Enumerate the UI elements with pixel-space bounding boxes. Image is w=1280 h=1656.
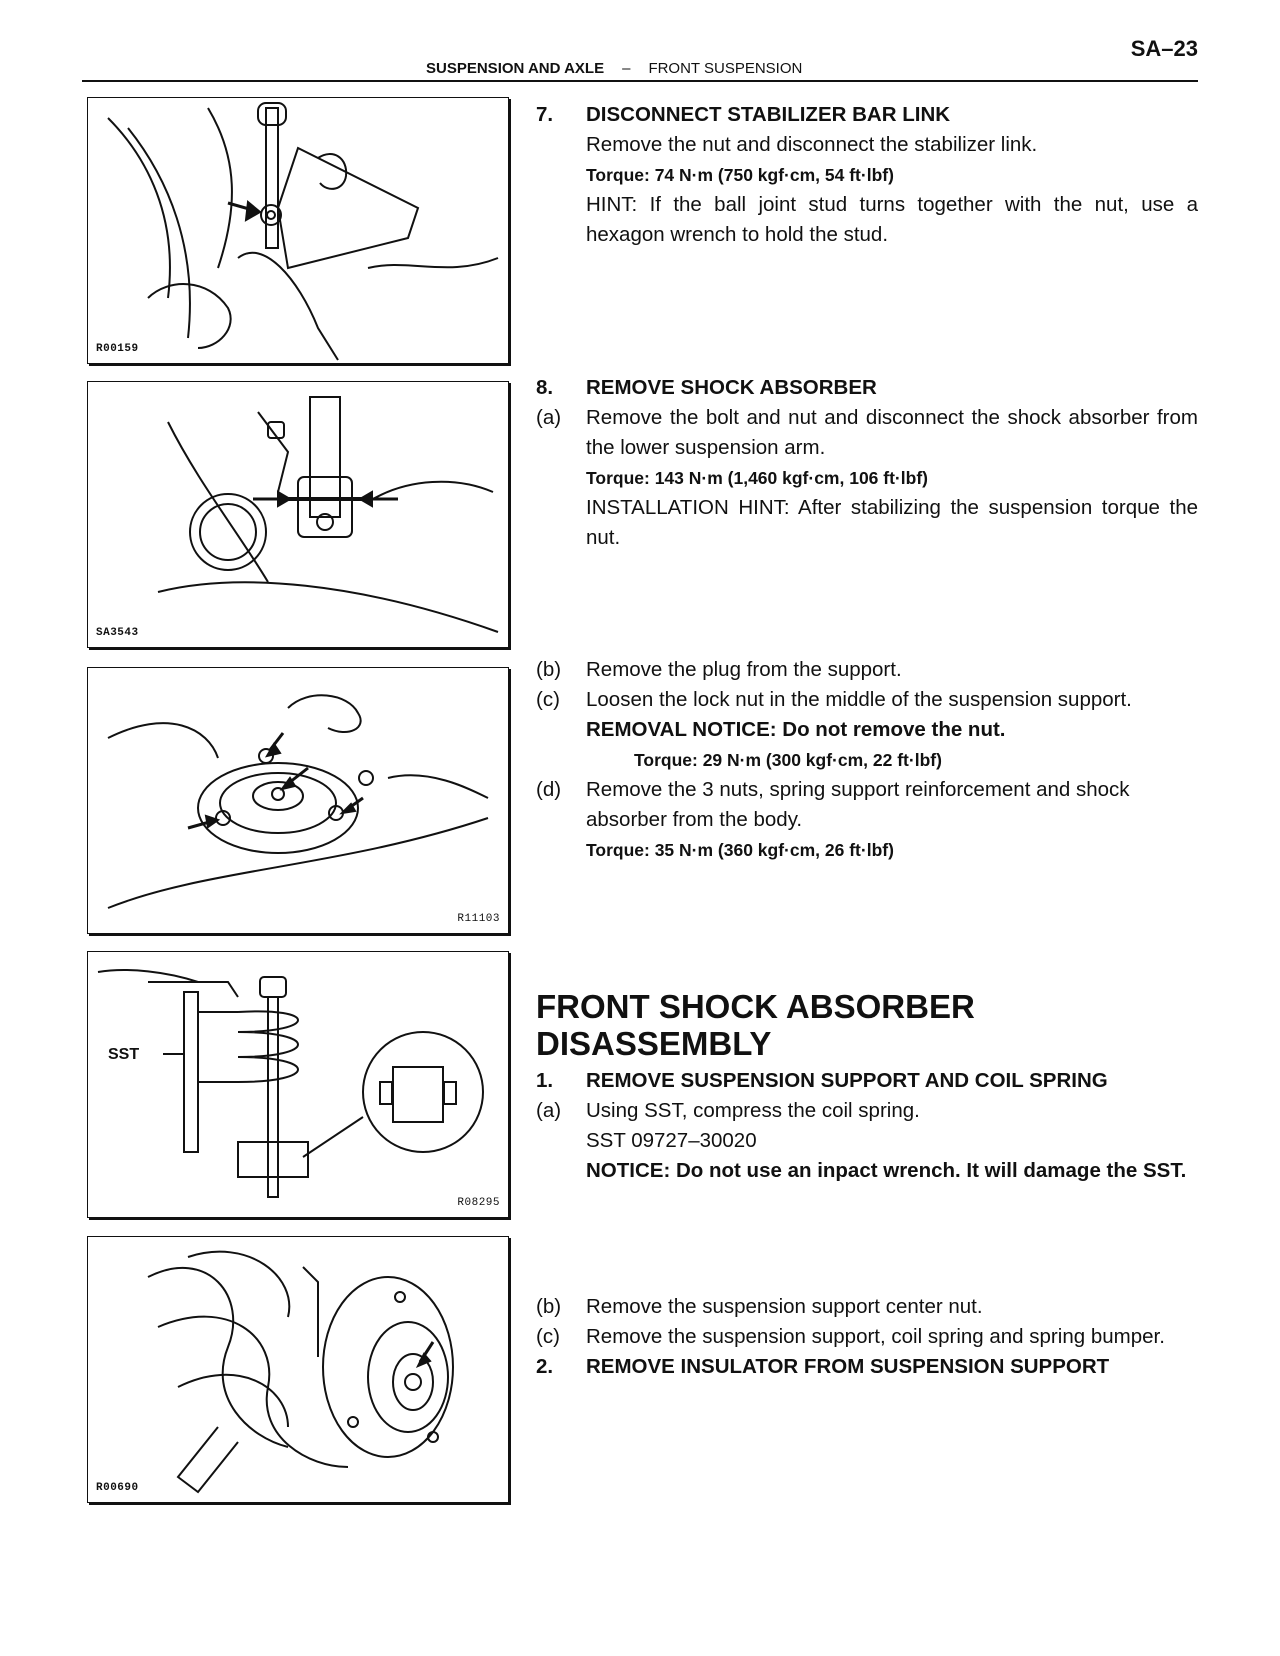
step-title: DISCONNECT STABILIZER BAR LINK [586, 103, 951, 126]
running-header [426, 60, 802, 77]
substep-text: Remove the suspension support center nut. [586, 1295, 983, 1318]
header-separator: – [622, 60, 631, 77]
torque-spec: Torque: 29 N·m (300 kgf·cm, 22 ft·lbf) [634, 750, 942, 770]
figure-shock-absorber [87, 381, 509, 648]
step-number: 8. [536, 376, 554, 399]
hint-text: HINT: If the ball joint stud turns together with the nut, use a hexagon wrench to hold the stud. [586, 193, 1198, 246]
substep-label: (c) [536, 688, 560, 711]
substep-label: (a) [536, 1099, 562, 1122]
page-number: SA–23 [1130, 36, 1198, 61]
disassembly-section [536, 988, 1198, 1186]
substep-label: (b) [536, 1295, 562, 1318]
arrow-icon [246, 202, 260, 220]
substep-text: Remove the 3 nuts, spring support reinforcement and shock absorber from the body. [586, 778, 1130, 831]
figure-spring-compressor [87, 951, 509, 1218]
figure-coil-spring [87, 1236, 509, 1503]
section-heading: DISASSEMBLY [536, 1025, 772, 1062]
step-title: REMOVE INSULATOR FROM SUSPENSION SUPPORT [586, 1355, 1110, 1378]
substep-text: Remove the suspension support, coil spring and spring bumper. [586, 1325, 1165, 1348]
figure-stabilizer-link [87, 97, 509, 364]
arrow-icon [360, 492, 372, 506]
section-heading: FRONT SHOCK ABSORBER [536, 988, 975, 1025]
torque-spec: Torque: 35 N·m (360 kgf·cm, 26 ft·lbf) [586, 840, 894, 860]
step-title: REMOVE SHOCK ABSORBER [586, 376, 877, 399]
substep-text: Remove the plug from the support. [586, 658, 902, 681]
figure-code: SA3543 [96, 627, 139, 639]
substep-label: (c) [536, 1325, 560, 1348]
notice-text: NOTICE: Do not use an inpact wrench. It will damage the SST. [586, 1159, 1187, 1182]
step-title: REMOVE SUSPENSION SUPPORT AND COIL SPRING [586, 1069, 1108, 1092]
coil-spring-illustration [88, 1237, 508, 1502]
shock-absorber-illustration [88, 382, 508, 647]
suspension-support-illustration [88, 668, 508, 933]
figure-code: R08295 [457, 1197, 500, 1209]
substep-label: (b) [536, 658, 562, 681]
removal-notice: REMOVAL NOTICE: Do not remove the nut. [586, 718, 1006, 741]
step-number: 2. [536, 1355, 554, 1378]
figure-code: R00159 [96, 343, 139, 355]
step-text: Remove the nut and disconnect the stabilizer link. [586, 133, 1038, 156]
sst-label: SST [108, 1046, 140, 1063]
figure-suspension-support [87, 667, 509, 934]
disassembly-continued [536, 1292, 1198, 1382]
subsection-title: FRONT SUSPENSION [648, 60, 803, 77]
step-8 [536, 373, 1198, 553]
substep-label: (a) [536, 406, 562, 429]
step-number: 1. [536, 1069, 554, 1092]
header-rule [82, 80, 1198, 82]
substep-text: Remove the bolt and nut and disconnect the shock absorber from the lower suspension arm. [586, 406, 1198, 459]
step-number: 7. [536, 103, 554, 126]
figure-code: R00690 [96, 1482, 139, 1494]
arrow-icon [278, 492, 290, 506]
substep-text: Loosen the lock nut in the middle of the suspension support. [586, 688, 1132, 711]
installation-hint: INSTALLATION HINT: After stabilizing the suspension torque the nut. [586, 496, 1198, 549]
step-7 [536, 100, 1198, 250]
sst-number: SST 09727–30020 [586, 1129, 757, 1152]
step-8-continued [536, 655, 1198, 865]
substep-label: (d) [536, 778, 562, 801]
figure-code: R11103 [457, 913, 500, 925]
spring-compressor-illustration [88, 952, 508, 1217]
substep-text: Using SST, compress the coil spring. [586, 1099, 920, 1122]
section-title: SUSPENSION AND AXLE [426, 60, 605, 77]
torque-spec: Torque: 143 N·m (1,460 kgf·cm, 106 ft·lbf) [586, 468, 928, 488]
torque-spec: Torque: 74 N·m (750 kgf·cm, 54 ft·lbf) [586, 165, 894, 185]
stabilizer-link-illustration [88, 98, 508, 363]
